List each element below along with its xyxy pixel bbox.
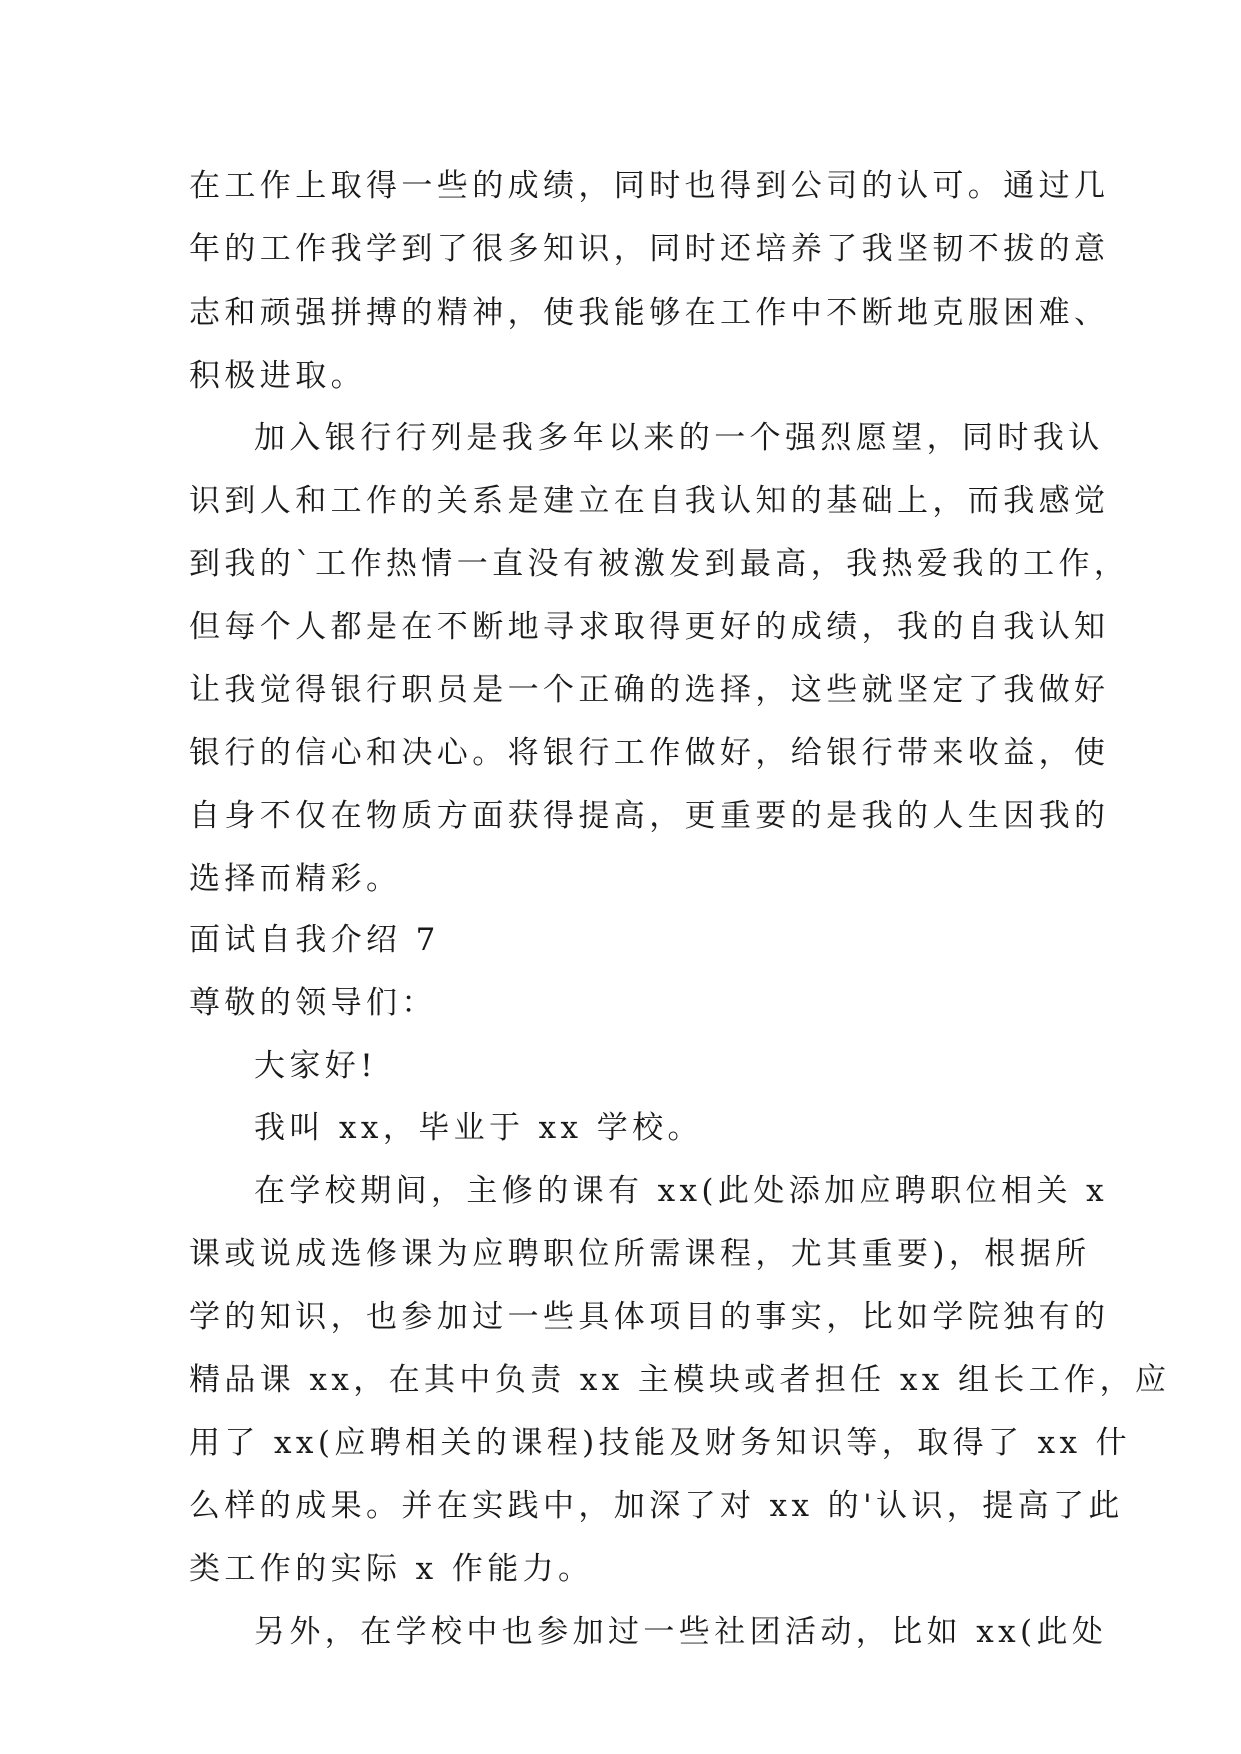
text-line: 志和顽强拼搏的精神，使我能够在工作中不断地克服困难、: [189, 295, 1110, 331]
text-line: 但每个人都是在不断地寻求取得更好的成绩，我的自我认知: [189, 609, 1110, 645]
paragraph-first-line: 加入银行行列是我多年以来的一个强烈愿望，同时我认: [254, 420, 1104, 456]
text-line: 到我的`工作热情一直没有被激发到最高，我热爱我的工作，: [189, 546, 1130, 582]
paragraph-first-line: 另外，在学校中也参加过一些社团活动，比如 xx(此处: [254, 1614, 1108, 1650]
text-line: 类工作的实际 x 作能力。: [189, 1551, 594, 1587]
text-line: 识到人和工作的关系是建立在自我认知的基础上，而我感觉: [189, 483, 1110, 519]
text-line: 银行的信心和决心。将银行工作做好，给银行带来收益，使: [189, 735, 1110, 771]
text-line: 选择而精彩。: [189, 861, 402, 897]
text-line: 自身不仅在物质方面获得提高，更重要的是我的人生因我的: [189, 798, 1110, 834]
text-line: 用了 xx(应聘相关的课程)技能及财务知识等，取得了 xx 什: [189, 1425, 1132, 1461]
greeting: 大家好!: [254, 1048, 378, 1084]
text-line: 么样的成果。并在实践中，加深了对 xx 的'认识，提高了此: [189, 1488, 1124, 1524]
paragraph-first-line: 在学校期间，主修的课有 xx(此处添加应聘职位相关 x: [254, 1173, 1109, 1209]
paragraph-first-line: 我叫 xx，毕业于 xx 学校。: [254, 1110, 703, 1146]
text-line: 课或说成选修课为应聘职位所需课程，尤其重要)，根据所: [189, 1236, 1091, 1272]
section-heading: 面试自我介绍 7: [189, 922, 440, 958]
text-line: 学的知识，也参加过一些具体项目的事实，比如学院独有的: [189, 1299, 1110, 1335]
text-line: 让我觉得银行职员是一个正确的选择，这些就坚定了我做好: [189, 672, 1110, 708]
salutation: 尊敬的领导们：: [189, 985, 437, 1021]
text-line: 精品课 xx，在其中负责 xx 主模块或者担任 xx 组长工作，应: [189, 1362, 1171, 1398]
text-line: 年的工作我学到了很多知识，同时还培养了我坚韧不拔的意: [189, 231, 1110, 267]
text-line: 积极进取。: [189, 358, 366, 394]
text-line: 在工作上取得一些的成绩，同时也得到公司的认可。通过几: [189, 168, 1110, 204]
